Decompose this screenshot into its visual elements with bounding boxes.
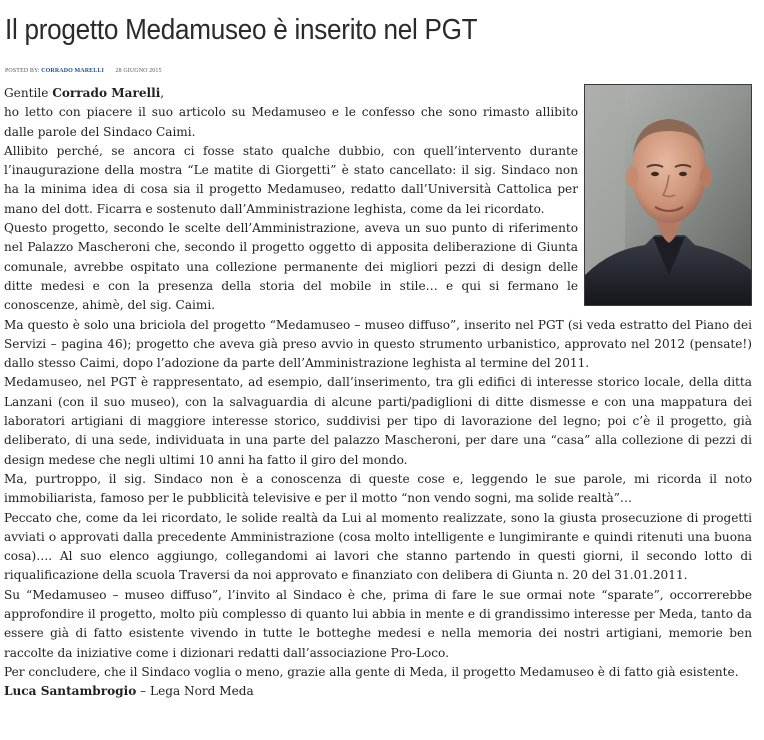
text-beside-photo	[4, 84, 578, 316]
paragraph: Ma, purtroppo, il sig. Sindaco non è a conoscenza di queste cose e, leggendo le sue parole, mi ricorda il noto immobiliarista, famoso per le pubblicità televisive e per il motto “non vendo sogni, ma solide realtà”…	[4, 471, 752, 506]
greeting-name: Corrado Marelli	[52, 86, 161, 100]
signature	[4, 682, 752, 701]
signature-name: Luca Santambrogio	[4, 684, 137, 699]
paragraph: ho letto con piacere il suo articolo su Medamuseo e le confesso che sono rimasto allibito dalle parole del Sindaco Caimi.	[4, 105, 578, 139]
article-title: Il progetto Medamuseo è inserito nel PGT	[5, 14, 478, 46]
greeting-prefix: Gentile	[4, 86, 53, 100]
greeting-suffix: ,	[160, 86, 165, 100]
paragraph: Questo progetto, secondo le scelte dell’Amministrazione, aveva un suo punto di riferimento nel Palazzo Mascheroni che, secondo il progetto oggetto di apposita deliberazione di Giunta comunale, avrebbe ospitato una collezione permanente dei migliori pezzi di design delle ditte medesi e con la presenza della storia del mobile in stile… e qui si fermano le conoscenze, ahimè, del sig. Caimi.	[4, 221, 578, 313]
paragraph: Allibito perché, se ancora ci fosse stato qualche dubbio, con quell’intervento durante l’inaugurazione della mostra “Le matite di Giorgetti” è stato cancellato: il sig. Sindaco non ha la minima idea di cosa sia il progetto Medamuseo, redatto dall’Università Cattolica per mano del dott. Ficarra e sostenuto dall’Amministrazione leghista, come da lei ricordato.	[4, 143, 578, 216]
greeting-line	[4, 84, 578, 103]
article-body	[4, 84, 752, 702]
paragraph: Medamuseo, nel PGT è rappresentato, ad esempio, dall’inserimento, tra gli edifici di interesse storico locale, della ditta Lanzani (con il suo museo), con la salvaguardia di alcune parti/padiglioni di ditte dismesse e con una mappatura dei laboratori artigiani di maggiore interesse storico, suddivisi per tipo di lavorazione del legno; poi c’è il progetto, già deliberato, di una sede, individuata in una parte del palazzo Mascheroni, per dare una “casa” alla collezione di pezzi di design medese che negli ultimi 10 anni ha fatto il giro del mondo.	[4, 375, 752, 467]
paragraph: Ma questo è solo una briciola del progetto “Medamuseo – museo diffuso”, inserito nel PGT (si veda estratto del Piano dei Servizi – pagina 46); progetto che aveva già preso avvio in questo strumento urbanistico, approvato nel 2012 (pensate!) dallo stesso Caimi, dopo l’adozione da parte dell’Amministrazione leghista al termine del 2011.	[4, 317, 752, 371]
paragraph: Per concludere, che il Sindaco voglia o meno, grazie alla gente di Meda, il progetto Medamuseo è di fatto già esistente.	[4, 664, 739, 679]
post-date: 28 GIUGNO 2015	[115, 68, 162, 74]
post-meta	[5, 67, 162, 75]
paragraph: Su “Medamuseo – museo diffuso”, l’invito al Sindaco è che, prima di fare le sue ormai note “sparate”, occorrerebbe approfondire il progetto, molto più complesso di quanto lui abbia in mente e di grandissimo interesse per Meda, tanto da essere già di fatto esistente vivendo in tutte le botteghe medesi e nella memoria dei nostri artigiani, memorie ben raccolte da iniziative come i dizionari redatti dall’associazione Pro-Loco.	[4, 587, 752, 660]
signature-affiliation: – Lega Nord Meda	[136, 684, 254, 699]
author-link[interactable]: CORRADO MARELLI	[41, 68, 104, 74]
paragraph: Peccato che, come da lei ricordato, le solide realtà da Lui al momento realizzate, sono la giusta prosecuzione di progetti avviati o approvati dalla precedente Amministrazione (cosa molto intelligente e lungimirante e quindi ritenuti una buona cosa)…. Al suo elenco aggiungo, collegandomi ai lavori che stanno partendo in questi giorni, il secondo lotto di riqualificazione della scuola Traversi da noi approvato e finanziato con delibera di Giunta n. 20 del 31.01.2011.	[4, 510, 752, 583]
posted-by-label: POSTED BY:	[5, 68, 40, 74]
